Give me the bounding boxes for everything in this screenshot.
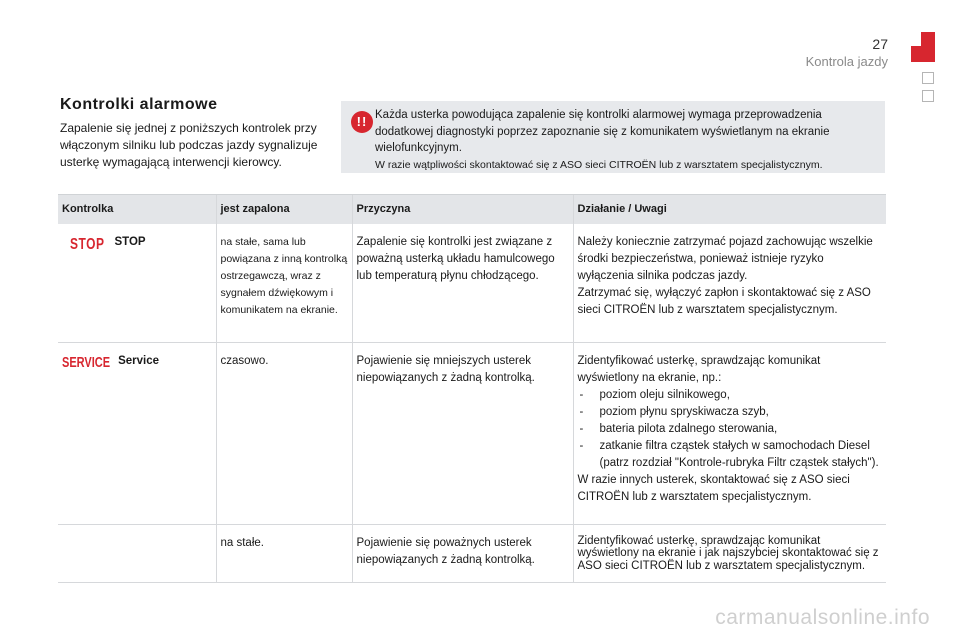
service-warning-icon: SERVICE	[62, 354, 111, 371]
cause-cell: Pojawienie się poważnych usterek niepowiązanych z żadną kontrolką.	[352, 524, 573, 583]
list-item: - poziom płynu spryskiwacza szyb,	[578, 404, 883, 421]
action-cell	[573, 224, 886, 342]
warning-line-2: W razie wątpliwości skontaktować się z ASO sieci CITROËN lub z warsztatem specjalistycznym.	[375, 158, 823, 171]
chapter-tab-marker	[921, 32, 935, 62]
exclamation-warning-icon: !!	[351, 111, 373, 133]
section-title: Kontrola jazdy	[805, 54, 888, 69]
header-kontrolka: Kontrolka	[58, 195, 216, 225]
table-header-row	[58, 195, 886, 225]
cause-cell: Zapalenie się kontrolki jest związane z poważną usterką układu hamulcowego lub temperaturą płynu chłodzącego.	[352, 224, 573, 342]
list-item: - bateria pilota zdalnego sterowania,	[578, 421, 883, 438]
action-text-2: W razie innych usterek, skontaktować się z ASO sieci CITROËN lub z warsztatem specjalistycznym.	[577, 473, 850, 503]
control-cell	[58, 342, 216, 524]
warning-lights-table	[58, 194, 886, 583]
header-dzialanie: Działanie / Uwagi	[573, 195, 886, 225]
list-item: - zatkanie filtra cząstek stałych w samochodach Diesel (patrz rozdział "Kontrole-rubryka Filtr cząstek stałych").	[578, 438, 883, 472]
control-name: Service	[118, 354, 160, 367]
cause-cell: Pojawienie się mniejszych usterek niepowiązanych z żadną kontrolką.	[352, 342, 573, 524]
control-cell	[58, 224, 216, 342]
action-cell: Zidentyfikować usterkę, sprawdzając komunikat wyświetlony na ekranie i jak najszybciej skontaktować się z ASO sieci CITROËN lub z warsztatem specjalistycznym.	[573, 524, 886, 583]
action-text: Zidentyfikować usterkę, sprawdzając komunikat wyświetlony na ekranie, np.:	[577, 354, 821, 384]
table-row	[58, 342, 886, 524]
chapter-tab-box	[922, 90, 934, 102]
action-text: Należy koniecznie zatrzymać pojazd zachowując wszelkie środki bezpieczeństwa, ponieważ istnieje ryzyko wyłączenia silnika podczas jazdy.	[577, 236, 873, 282]
table-row	[58, 224, 886, 342]
condition-cell: na stałe, sama lub powiązana z inną kontrolką ostrzegawczą, wraz z sygnałem dźwiękowym i komunikatem na ekranie.	[216, 224, 352, 342]
condition-cell: czasowo.	[216, 342, 352, 524]
list-item: - poziom oleju silnikowego,	[578, 387, 883, 404]
page-heading: Kontrolki alarmowe	[60, 96, 218, 113]
page-number: 27	[872, 36, 888, 52]
action-list	[578, 387, 883, 472]
chapter-tab-box	[922, 72, 934, 84]
header-przyczyna: Przyczyna	[352, 195, 573, 225]
warning-text	[375, 107, 875, 173]
watermark: carmanualsonline.info	[715, 606, 930, 629]
control-cell-empty	[58, 524, 216, 583]
chapter-tab-notch	[911, 46, 921, 62]
intro-paragraph: Zapalenie się jednej z poniższych kontrolek przy włączonym silniku lub podczas jazdy sygnalizuje usterkę wymagającą interwencji kierowcy.	[60, 121, 318, 169]
control-name: STOP	[114, 236, 146, 248]
warning-box	[341, 101, 885, 173]
action-cell	[573, 342, 886, 524]
table-row	[58, 524, 886, 583]
condition-cell: na stałe.	[216, 524, 352, 583]
header-jest-zapalona: jest zapalona	[216, 195, 352, 225]
action-text-2: Zatrzymać się, wyłączyć zapłon i skontaktować się z ASO sieci CITROËN lub z warsztatem specjalistycznym.	[577, 287, 871, 316]
stop-warning-icon: STOP	[70, 234, 105, 253]
warning-line-1: Każda usterka powodująca zapalenie się kontrolki alarmowej wymaga przeprowadzenia dodatkowej diagnostyki poprzez zapoznanie się z komunikatem wyświetlanym na ekranie wielofunkcyjnym.	[375, 109, 830, 154]
